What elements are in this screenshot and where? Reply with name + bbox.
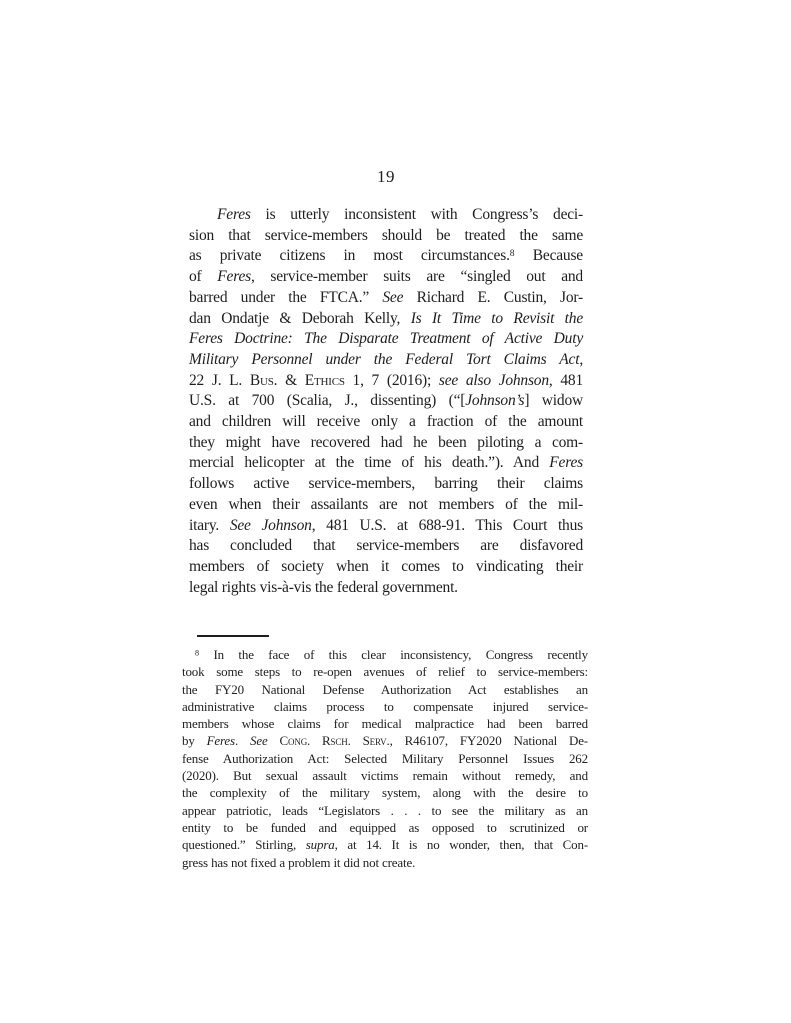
text-segment: , 481 U.S. at 688-91. This Court thus xyxy=(311,516,583,534)
text-segment: See xyxy=(382,288,404,306)
text-segment: follows active service-members, barring their claims xyxy=(189,475,583,493)
text-line xyxy=(182,750,588,767)
text-segment: took some steps to re-open avenues of relief to service-members: xyxy=(182,664,588,680)
text-segment: Richard E. Custin, Jor- xyxy=(403,288,584,306)
text-segment: members whose claims for medical malpractice had been barred xyxy=(182,716,588,732)
text-line xyxy=(182,646,588,663)
footnote-separator xyxy=(197,635,269,637)
text-line xyxy=(189,391,583,412)
text-line xyxy=(189,309,583,330)
text-line xyxy=(182,819,588,836)
text-segment: U.S. at 700 (Scalia, J., dissenting) (“[ xyxy=(189,392,466,410)
text-line xyxy=(189,371,583,392)
footnote-text xyxy=(182,646,588,871)
footnote-reference: 8 xyxy=(195,648,200,658)
text-line xyxy=(182,698,588,715)
text-segment: they might have recovered had he been piloting a com- xyxy=(189,433,583,451)
text-line xyxy=(189,412,583,433)
text-segment: , xyxy=(579,350,583,368)
text-line xyxy=(182,802,588,819)
text-segment: Bus. xyxy=(249,371,278,389)
text-segment xyxy=(268,733,280,748)
text-segment: , 481 xyxy=(548,371,583,389)
text-segment: In the face of this clear inconsistency, Congress recently xyxy=(199,647,588,662)
text-segment: as private citizens in most circumstances. xyxy=(189,247,510,265)
text-line xyxy=(182,681,588,698)
text-segment: , at 14. It is no wonder, then, that Con- xyxy=(334,837,588,853)
text-line xyxy=(189,329,583,350)
text-line xyxy=(189,350,583,371)
text-segment: by xyxy=(182,733,207,749)
text-segment: questioned.” Stirling, xyxy=(182,837,306,853)
text-line xyxy=(189,453,583,474)
text-segment: (2020). But sexual assault victims remain without remedy, and xyxy=(182,768,588,784)
text-line xyxy=(189,578,583,599)
text-segment: Feres xyxy=(217,206,251,223)
text-segment: itary. xyxy=(189,516,230,534)
text-line xyxy=(189,495,583,516)
text-segment: fense Authorization Act: Selected Military Personnel Issues 262 xyxy=(182,750,588,766)
text-line xyxy=(189,516,583,537)
text-line xyxy=(182,663,588,680)
text-line xyxy=(189,246,583,267)
text-line xyxy=(189,267,583,288)
text-segment: the FY20 National Defense Authorization Act establishes an xyxy=(182,681,588,697)
text-line xyxy=(182,784,588,801)
text-line xyxy=(189,433,583,454)
text-segment: see also Johnson xyxy=(438,371,549,389)
text-segment: barred under the FTCA.” xyxy=(189,288,383,306)
text-segment: the complexity of the military system, along with the desire to xyxy=(182,785,588,801)
text-segment: sion that service-members should be treated the same xyxy=(189,226,583,244)
text-segment: appear patriotic, leads “Legislators . . . to see the military as an xyxy=(182,802,588,818)
text-segment: has concluded that service-members are disfavored xyxy=(189,537,583,555)
text-segment: Military Personnel under the Federal Tort Claims Act xyxy=(189,350,580,368)
text-segment: supra xyxy=(305,837,335,853)
text-line xyxy=(189,536,583,557)
text-segment: See xyxy=(249,733,268,749)
text-line xyxy=(189,226,583,247)
text-segment: ] widow xyxy=(524,392,583,410)
text-segment: dan Ondatje & Deborah Kelly, xyxy=(189,309,411,327)
text-segment: entity to be funded and equipped as opposed to scrutinized or xyxy=(182,819,588,835)
text-segment: even when their assailants are not members of the mil- xyxy=(189,495,583,513)
text-segment: Feres xyxy=(549,454,583,472)
text-segment: of xyxy=(189,268,218,286)
text-segment: administrative claims process to compensate injured service- xyxy=(182,698,588,714)
text-line xyxy=(182,732,588,749)
text-line xyxy=(182,836,588,853)
text-segment: Feres xyxy=(206,733,235,749)
text-segment: and children will receive only a fraction of the amount xyxy=(189,413,583,431)
text-segment: legal rights vis-à-vis the federal government. xyxy=(189,578,458,596)
text-segment: , R46107, FY2020 National De- xyxy=(389,733,588,749)
text-line xyxy=(189,288,583,309)
text-line xyxy=(182,715,588,732)
text-segment: & xyxy=(277,371,305,389)
text-segment: 1, 7 (2016); xyxy=(344,371,439,389)
text-segment: Is It Time to Revisit the xyxy=(410,309,584,327)
text-segment: . xyxy=(234,733,250,749)
text-segment: Ethics xyxy=(304,371,345,389)
text-segment: mercial helicopter at the time of his death.”). And xyxy=(189,454,550,472)
text-segment: members of society when it comes to vindicating their xyxy=(189,557,583,575)
body-paragraph xyxy=(189,205,583,598)
text-segment: See Johnson xyxy=(229,516,312,534)
footnote-reference: 8 xyxy=(509,248,515,260)
text-segment: Johnson’s xyxy=(465,392,525,410)
text-line xyxy=(189,205,583,226)
text-segment: Feres Doctrine: The Disparate Treatment of Active Duty xyxy=(189,330,583,348)
text-segment: gress has not fixed a problem it did not create. xyxy=(182,854,416,870)
text-line xyxy=(182,767,588,784)
text-segment: Cong. Rsch. Serv. xyxy=(279,733,390,749)
text-segment: Feres xyxy=(217,268,251,286)
text-line xyxy=(182,854,588,871)
text-line xyxy=(189,474,583,495)
text-segment: , service-member suits are “singled out and xyxy=(250,268,583,286)
text-segment: 22 J. L. xyxy=(189,371,250,389)
text-line xyxy=(189,557,583,578)
text-segment: is utterly inconsistent with Congress’s deci- xyxy=(250,206,583,223)
text-segment: Because xyxy=(514,247,583,265)
page-number: 19 xyxy=(377,167,395,186)
